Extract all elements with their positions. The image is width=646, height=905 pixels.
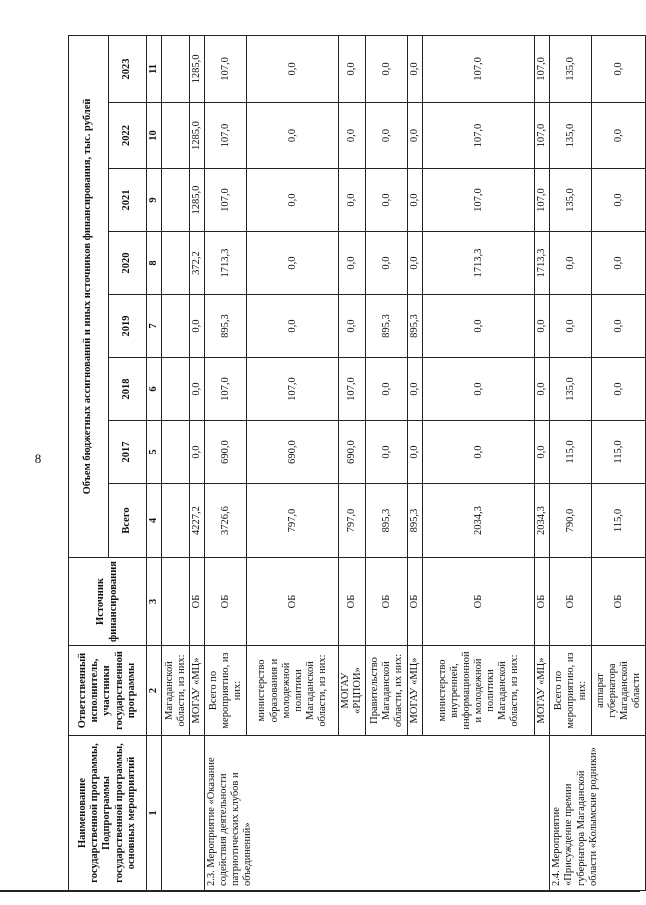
source-cell: ОБ [190,558,205,646]
value-cell: 135,0 [550,169,592,232]
executor-cell: МОГАУ «МЦ» [535,646,550,736]
table-row [205,35,247,890]
row-name-cell: 2.3. Мероприятие «Оказание содействия деятельности патриотических клубов и объединений» [205,736,550,891]
value-cell: 0,0 [408,421,423,484]
value-cell: 0,0 [423,421,535,484]
value-cell: 0,0 [423,295,535,358]
value-cell: 0,0 [366,35,408,102]
value-cell: 0,0 [247,169,339,232]
executor-cell: Всего по мероприятию, из них: [550,646,592,736]
value-cell: 0,0 [366,169,408,232]
col-number: 6 [147,358,162,421]
value-cell [162,169,190,232]
row-name-cell [162,736,205,891]
value-cell: 797,0 [339,484,366,558]
executor-cell: Всего по мероприятию, из них: [205,646,247,736]
value-cell: 0,0 [592,169,646,232]
source-cell: ОБ [205,558,247,646]
value-cell [162,35,190,102]
value-cell: 135,0 [550,358,592,421]
value-cell [162,421,190,484]
value-cell: 0,0 [592,358,646,421]
header-year: 2023 [109,35,147,102]
value-cell: 895,3 [408,484,423,558]
value-cell: 107,0 [205,103,247,169]
col-number: 9 [147,169,162,232]
executor-cell: министерство образования и молодежной политики Магаданской области, из них: [247,646,339,736]
source-cell: ОБ [535,558,550,646]
value-cell: 0,0 [592,103,646,169]
value-cell: 0,0 [408,358,423,421]
value-cell: 0,0 [339,35,366,102]
header-year: 2022 [109,103,147,169]
value-cell: 0,0 [366,358,408,421]
value-cell: 2034,3 [423,484,535,558]
executor-cell: министерство внутренней, информационной и молодежной политики Магаданской области, из них: [423,646,535,736]
value-cell: 895,3 [366,295,408,358]
value-cell: 0,0 [592,295,646,358]
value-cell: 107,0 [205,358,247,421]
value-cell: 690,0 [247,421,339,484]
header-col-group: Объем бюджетных ассигнований и иных источников финансирования, тыс. рублей [69,35,109,557]
executor-cell: Правительство Магаданской области, их них: [366,646,408,736]
value-cell: 0,0 [535,295,550,358]
executor-cell: МОГАУ «РЦПОИ» [339,646,366,736]
value-cell: 135,0 [550,35,592,102]
value-cell: 0,0 [592,232,646,295]
value-cell: 0,0 [408,35,423,102]
value-cell: 0,0 [408,103,423,169]
col-number: 11 [147,35,162,102]
value-cell: 0,0 [408,169,423,232]
executor-cell: МОГАУ «МЦ» [408,646,423,736]
value-cell: 797,0 [247,484,339,558]
value-cell [162,295,190,358]
value-cell: 0,0 [339,103,366,169]
value-cell: 895,3 [366,484,408,558]
header-row-numbers [147,35,162,890]
value-cell: 0,0 [423,358,535,421]
value-cell: 0,0 [247,103,339,169]
value-cell: 0,0 [339,232,366,295]
value-cell: 0,0 [366,103,408,169]
value-cell: 0,0 [190,358,205,421]
value-cell: 135,0 [550,103,592,169]
header-year: Всего [109,484,147,558]
source-cell: ОБ [247,558,339,646]
value-cell: 107,0 [535,35,550,102]
value-cell: 0,0 [339,295,366,358]
value-cell: 0,0 [550,232,592,295]
value-cell: 0,0 [550,295,592,358]
col-number: 4 [147,484,162,558]
executor-cell: МОГАУ «МЦ» [190,646,205,736]
value-cell: 0,0 [408,232,423,295]
col-number: 1 [147,736,162,891]
header-row-1 [69,35,109,890]
source-cell: ОБ [423,558,535,646]
value-cell: 107,0 [205,169,247,232]
value-cell: 107,0 [423,169,535,232]
rotated-table-container [68,36,642,891]
col-number: 8 [147,232,162,295]
value-cell: 115,0 [550,421,592,484]
value-cell: 107,0 [535,103,550,169]
value-cell: 107,0 [205,35,247,102]
header-col1: Наименование государственной программы, Подпрограммы государственной программы, основных мероприятий [69,736,147,891]
value-cell [162,358,190,421]
source-cell: ОБ [366,558,408,646]
value-cell: 4227,2 [190,484,205,558]
value-cell: 0,0 [592,35,646,102]
value-cell: 107,0 [247,358,339,421]
value-cell: 1713,3 [535,232,550,295]
table-row [550,35,592,890]
value-cell: 107,0 [423,103,535,169]
executor-cell: Магаданской области, из них: [162,646,190,736]
col-number: 7 [147,295,162,358]
value-cell: 895,3 [408,295,423,358]
value-cell: 0,0 [535,358,550,421]
header-year: 2018 [109,358,147,421]
col-number: 5 [147,421,162,484]
value-cell: 0,0 [247,295,339,358]
col-number: 2 [147,646,162,736]
header-col3: Источник финансирования [69,558,147,646]
value-cell [162,232,190,295]
value-cell: 115,0 [592,484,646,558]
table-row [162,35,190,890]
value-cell: 1285,0 [190,35,205,102]
value-cell: 0,0 [247,35,339,102]
value-cell: 0,0 [366,421,408,484]
header-year: 2021 [109,169,147,232]
row-name-cell: 2.4. Мероприятие «Присуждение премии губернатора Магаданской области «Колымские родники» [550,736,646,891]
col-number: 3 [147,558,162,646]
header-year: 2020 [109,232,147,295]
value-cell: 0,0 [366,232,408,295]
value-cell: 1713,3 [205,232,247,295]
source-cell: ОБ [550,558,592,646]
header-col2: Ответственный исполнитель, участники государственной программы [69,646,147,736]
value-cell: 690,0 [339,421,366,484]
value-cell: 372,2 [190,232,205,295]
source-cell: ОБ [339,558,366,646]
col-number: 10 [147,103,162,169]
value-cell: 0,0 [339,169,366,232]
source-cell: ОБ [592,558,646,646]
value-cell [162,484,190,558]
financing-table [68,35,646,891]
value-cell: 0,0 [190,295,205,358]
value-cell: 0,0 [190,421,205,484]
value-cell: 1285,0 [190,169,205,232]
value-cell: 895,3 [205,295,247,358]
bottom-rule [0,890,640,892]
value-cell: 3726,6 [205,484,247,558]
header-year: 2017 [109,421,147,484]
value-cell: 2034,3 [535,484,550,558]
value-cell [162,103,190,169]
source-cell [162,558,190,646]
executor-cell: аппарат губернатора Магаданской области [592,646,646,736]
value-cell: 0,0 [247,232,339,295]
value-cell: 790,0 [550,484,592,558]
page-number: 8 [34,451,42,466]
header-year: 2019 [109,295,147,358]
value-cell: 107,0 [535,169,550,232]
value-cell: 115,0 [592,421,646,484]
value-cell: 107,0 [423,35,535,102]
value-cell: 0,0 [535,421,550,484]
value-cell: 1285,0 [190,103,205,169]
source-cell: ОБ [408,558,423,646]
value-cell: 1713,3 [423,232,535,295]
value-cell: 107,0 [339,358,366,421]
value-cell: 690,0 [205,421,247,484]
